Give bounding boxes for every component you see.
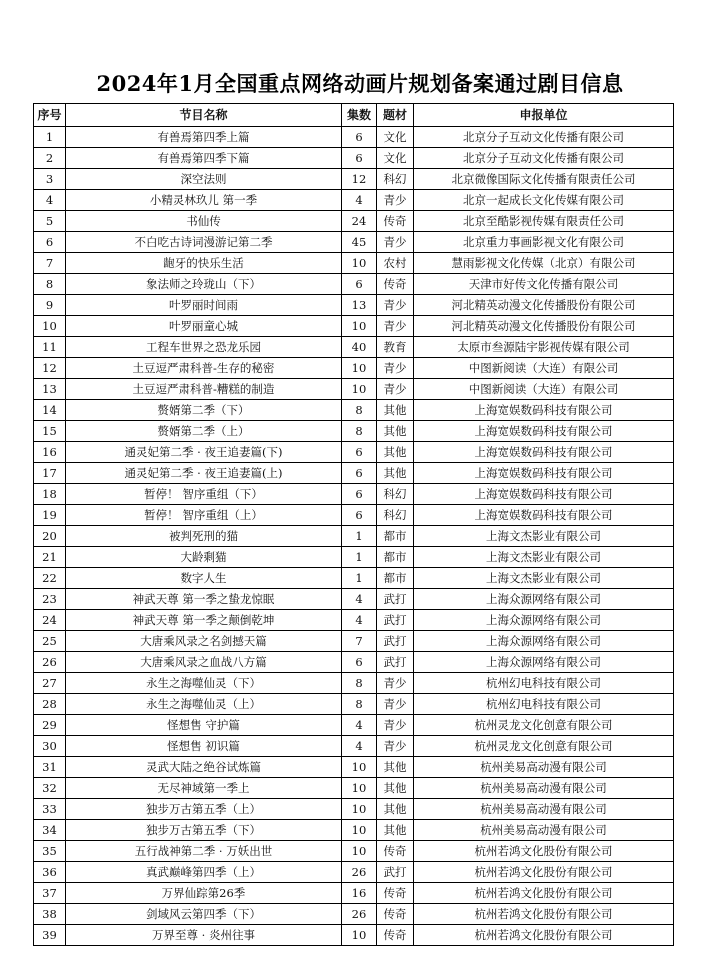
row-index: 25 (34, 631, 66, 652)
episode-count: 1 (342, 547, 377, 568)
program-name: 怪想售 初识篇 (66, 736, 342, 757)
row-index: 5 (34, 211, 66, 232)
episode-count: 26 (342, 862, 377, 883)
applicant: 上海众源网络有限公司 (414, 631, 674, 652)
program-name: 叶罗丽时间雨 (66, 295, 342, 316)
episode-count: 8 (342, 694, 377, 715)
program-name: 神武天尊 第一季之颠倒乾坤 (66, 610, 342, 631)
program-name: 通灵妃第二季 · 夜王追妻篇(上) (66, 463, 342, 484)
program-table (33, 103, 674, 946)
episode-count: 10 (342, 253, 377, 274)
genre: 文化 (377, 148, 414, 169)
applicant: 杭州若鸿文化股份有限公司 (414, 925, 674, 946)
table-row (34, 190, 674, 211)
table-row (34, 421, 674, 442)
episode-count: 8 (342, 673, 377, 694)
table-body (34, 127, 674, 946)
program-name: 永生之海噬仙灵（上） (66, 694, 342, 715)
row-index: 39 (34, 925, 66, 946)
row-index: 18 (34, 484, 66, 505)
program-name: 暂停！ 智序重组（上） (66, 505, 342, 526)
episode-count: 4 (342, 190, 377, 211)
row-index: 21 (34, 547, 66, 568)
episode-count: 10 (342, 820, 377, 841)
table-row (34, 841, 674, 862)
genre: 传奇 (377, 841, 414, 862)
genre: 青少 (377, 379, 414, 400)
episode-count: 10 (342, 841, 377, 862)
table-row (34, 799, 674, 820)
table-row (34, 211, 674, 232)
program-name: 土豆逗严肃科普-生存的秘密 (66, 358, 342, 379)
genre: 其他 (377, 421, 414, 442)
program-name: 赘婿第二季（上） (66, 421, 342, 442)
episode-count: 4 (342, 715, 377, 736)
table-row (34, 736, 674, 757)
program-name: 通灵妃第二季 · 夜王追妻篇(下) (66, 442, 342, 463)
table-row (34, 610, 674, 631)
row-index: 12 (34, 358, 66, 379)
genre: 青少 (377, 736, 414, 757)
row-index: 35 (34, 841, 66, 862)
program-name: 大唐乘风录之血战八方篇 (66, 652, 342, 673)
applicant: 上海宽娱数码科技有限公司 (414, 421, 674, 442)
row-index: 7 (34, 253, 66, 274)
row-index: 2 (34, 148, 66, 169)
applicant: 上海宽娱数码科技有限公司 (414, 505, 674, 526)
program-name: 赘婿第二季（下） (66, 400, 342, 421)
applicant: 上海文杰影业有限公司 (414, 547, 674, 568)
episode-count: 4 (342, 736, 377, 757)
genre: 武打 (377, 610, 414, 631)
applicant: 北京一起成长文化传媒有限公司 (414, 190, 674, 211)
table-row (34, 463, 674, 484)
episode-count: 45 (342, 232, 377, 253)
episode-count: 10 (342, 925, 377, 946)
row-index: 22 (34, 568, 66, 589)
table-header-row (34, 104, 674, 127)
applicant: 上海众源网络有限公司 (414, 652, 674, 673)
genre: 武打 (377, 862, 414, 883)
episode-count: 10 (342, 379, 377, 400)
applicant: 杭州美易高动漫有限公司 (414, 778, 674, 799)
episode-count: 4 (342, 589, 377, 610)
applicant: 杭州美易高动漫有限公司 (414, 820, 674, 841)
table-row (34, 379, 674, 400)
column-header-index: 序号 (34, 104, 66, 127)
table-row (34, 883, 674, 904)
table-row (34, 673, 674, 694)
episode-count: 4 (342, 610, 377, 631)
program-name: 龅牙的快乐生活 (66, 253, 342, 274)
row-index: 6 (34, 232, 66, 253)
table-row (34, 316, 674, 337)
applicant: 上海宽娱数码科技有限公司 (414, 400, 674, 421)
applicant: 杭州若鸿文化股份有限公司 (414, 883, 674, 904)
row-index: 30 (34, 736, 66, 757)
table-row (34, 127, 674, 148)
row-index: 1 (34, 127, 66, 148)
genre: 农村 (377, 253, 414, 274)
genre: 青少 (377, 358, 414, 379)
genre: 传奇 (377, 904, 414, 925)
table-row (34, 148, 674, 169)
applicant: 北京至酷影视传媒有限责任公司 (414, 211, 674, 232)
episode-count: 40 (342, 337, 377, 358)
table-row (34, 715, 674, 736)
genre: 其他 (377, 400, 414, 421)
genre: 传奇 (377, 883, 414, 904)
row-index: 16 (34, 442, 66, 463)
genre: 科幻 (377, 169, 414, 190)
column-header-applicant: 申报单位 (414, 104, 674, 127)
program-name: 有兽焉第四季下篇 (66, 148, 342, 169)
genre: 科幻 (377, 505, 414, 526)
genre: 教育 (377, 337, 414, 358)
program-name: 土豆逗严肃科普-糟糕的制造 (66, 379, 342, 400)
program-name: 深空法则 (66, 169, 342, 190)
row-index: 11 (34, 337, 66, 358)
applicant: 上海宽娱数码科技有限公司 (414, 442, 674, 463)
table-row (34, 337, 674, 358)
program-name: 无尽神域第一季上 (66, 778, 342, 799)
row-index: 3 (34, 169, 66, 190)
episode-count: 10 (342, 778, 377, 799)
program-name: 小精灵林玖儿 第一季 (66, 190, 342, 211)
applicant: 太原市叁源陆宇影视传媒有限公司 (414, 337, 674, 358)
genre: 其他 (377, 442, 414, 463)
table-row (34, 526, 674, 547)
program-name: 数字人生 (66, 568, 342, 589)
table-row (34, 547, 674, 568)
applicant: 杭州灵龙文化创意有限公司 (414, 736, 674, 757)
genre: 都市 (377, 547, 414, 568)
program-name: 大龄剩猫 (66, 547, 342, 568)
genre: 青少 (377, 190, 414, 211)
table-row (34, 925, 674, 946)
program-name: 叶罗丽童心城 (66, 316, 342, 337)
row-index: 10 (34, 316, 66, 337)
applicant: 北京分子互动文化传播有限公司 (414, 148, 674, 169)
program-name: 万界仙踪第26季 (66, 883, 342, 904)
applicant: 杭州幻电科技有限公司 (414, 694, 674, 715)
applicant: 杭州若鸿文化股份有限公司 (414, 841, 674, 862)
episode-count: 8 (342, 421, 377, 442)
applicant: 杭州若鸿文化股份有限公司 (414, 862, 674, 883)
genre: 其他 (377, 799, 414, 820)
table-row (34, 232, 674, 253)
episode-count: 13 (342, 295, 377, 316)
row-index: 19 (34, 505, 66, 526)
applicant: 天津市好传文化传播有限公司 (414, 274, 674, 295)
table-row (34, 757, 674, 778)
episode-count: 6 (342, 652, 377, 673)
program-name: 万界至尊 · 炎州往事 (66, 925, 342, 946)
genre: 传奇 (377, 925, 414, 946)
genre: 其他 (377, 778, 414, 799)
table-row (34, 358, 674, 379)
genre: 青少 (377, 295, 414, 316)
applicant: 北京分子互动文化传播有限公司 (414, 127, 674, 148)
genre: 其他 (377, 757, 414, 778)
program-name: 被判死刑的猫 (66, 526, 342, 547)
episode-count: 10 (342, 316, 377, 337)
table-row (34, 505, 674, 526)
applicant: 北京重力事画影视文化有限公司 (414, 232, 674, 253)
genre: 武打 (377, 589, 414, 610)
applicant: 慧雨影视文化传媒（北京）有限公司 (414, 253, 674, 274)
row-index: 29 (34, 715, 66, 736)
applicant: 中图新阅读（大连）有限公司 (414, 358, 674, 379)
applicant: 杭州美易高动漫有限公司 (414, 799, 674, 820)
program-name: 暂停！ 智序重组（下） (66, 484, 342, 505)
episode-count: 6 (342, 148, 377, 169)
episode-count: 26 (342, 904, 377, 925)
genre: 青少 (377, 232, 414, 253)
table-row (34, 484, 674, 505)
applicant: 上海文杰影业有限公司 (414, 568, 674, 589)
program-name: 怪想售 守护篇 (66, 715, 342, 736)
row-index: 32 (34, 778, 66, 799)
column-header-program-name: 节目名称 (66, 104, 342, 127)
row-index: 23 (34, 589, 66, 610)
row-index: 17 (34, 463, 66, 484)
table-row (34, 253, 674, 274)
episode-count: 12 (342, 169, 377, 190)
program-name: 象法师之玲珑山（下） (66, 274, 342, 295)
applicant: 上海宽娱数码科技有限公司 (414, 484, 674, 505)
episode-count: 6 (342, 463, 377, 484)
row-index: 38 (34, 904, 66, 925)
table-row (34, 862, 674, 883)
program-name: 灵武大陆之绝谷试炼篇 (66, 757, 342, 778)
episode-count: 16 (342, 883, 377, 904)
page-title: 2024年1月全国重点网络动画片规划备案通过剧目信息 (96, 71, 624, 96)
row-index: 37 (34, 883, 66, 904)
table-row (34, 589, 674, 610)
program-name: 剑域风云第四季（下） (66, 904, 342, 925)
applicant: 河北精英动漫文化传播股份有限公司 (414, 295, 674, 316)
table-row (34, 169, 674, 190)
genre: 青少 (377, 316, 414, 337)
row-index: 15 (34, 421, 66, 442)
row-index: 27 (34, 673, 66, 694)
episode-count: 6 (342, 274, 377, 295)
program-name: 永生之海噬仙灵（下） (66, 673, 342, 694)
episode-count: 8 (342, 400, 377, 421)
program-name: 有兽焉第四季上篇 (66, 127, 342, 148)
program-name: 独步万古第五季（下） (66, 820, 342, 841)
genre: 传奇 (377, 274, 414, 295)
table-row (34, 442, 674, 463)
table-row (34, 820, 674, 841)
applicant: 杭州幻电科技有限公司 (414, 673, 674, 694)
row-index: 36 (34, 862, 66, 883)
applicant: 杭州若鸿文化股份有限公司 (414, 904, 674, 925)
applicant: 河北精英动漫文化传播股份有限公司 (414, 316, 674, 337)
program-name: 真武巅峰第四季（上） (66, 862, 342, 883)
row-index: 8 (34, 274, 66, 295)
program-name: 五行战神第二季 · 万妖出世 (66, 841, 342, 862)
episode-count: 6 (342, 442, 377, 463)
episode-count: 24 (342, 211, 377, 232)
genre: 武打 (377, 652, 414, 673)
genre: 青少 (377, 673, 414, 694)
table-row (34, 652, 674, 673)
row-index: 34 (34, 820, 66, 841)
genre: 其他 (377, 463, 414, 484)
program-name: 书仙传 (66, 211, 342, 232)
table-row (34, 631, 674, 652)
program-name: 神武天尊 第一季之蛰龙惊眠 (66, 589, 342, 610)
row-index: 28 (34, 694, 66, 715)
episode-count: 6 (342, 127, 377, 148)
applicant: 杭州灵龙文化创意有限公司 (414, 715, 674, 736)
row-index: 9 (34, 295, 66, 316)
genre: 武打 (377, 631, 414, 652)
program-name: 工程车世界之恐龙乐园 (66, 337, 342, 358)
episode-count: 1 (342, 568, 377, 589)
genre: 青少 (377, 715, 414, 736)
row-index: 33 (34, 799, 66, 820)
episode-count: 7 (342, 631, 377, 652)
applicant: 上海众源网络有限公司 (414, 589, 674, 610)
program-name: 大唐乘风录之名剑撼天篇 (66, 631, 342, 652)
row-index: 26 (34, 652, 66, 673)
program-name: 独步万古第五季（上） (66, 799, 342, 820)
table-row (34, 904, 674, 925)
episode-count: 10 (342, 799, 377, 820)
applicant: 上海宽娱数码科技有限公司 (414, 463, 674, 484)
genre: 文化 (377, 127, 414, 148)
row-index: 14 (34, 400, 66, 421)
column-header-genre: 题材 (377, 104, 414, 127)
program-name: 不白吃古诗词漫游记第二季 (66, 232, 342, 253)
table-row (34, 295, 674, 316)
episode-count: 6 (342, 484, 377, 505)
table-row (34, 694, 674, 715)
table-row (34, 778, 674, 799)
applicant: 北京微像国际文化传播有限责任公司 (414, 169, 674, 190)
applicant: 杭州美易高动漫有限公司 (414, 757, 674, 778)
row-index: 4 (34, 190, 66, 211)
applicant: 上海文杰影业有限公司 (414, 526, 674, 547)
genre: 其他 (377, 820, 414, 841)
episode-count: 1 (342, 526, 377, 547)
episode-count: 6 (342, 505, 377, 526)
row-index: 13 (34, 379, 66, 400)
genre: 都市 (377, 568, 414, 589)
applicant: 上海众源网络有限公司 (414, 610, 674, 631)
table-row (34, 400, 674, 421)
row-index: 31 (34, 757, 66, 778)
genre: 科幻 (377, 484, 414, 505)
table-row (34, 274, 674, 295)
applicant: 中图新阅读（大连）有限公司 (414, 379, 674, 400)
row-index: 24 (34, 610, 66, 631)
column-header-episodes: 集数 (342, 104, 377, 127)
table-row (34, 568, 674, 589)
genre: 青少 (377, 694, 414, 715)
genre: 都市 (377, 526, 414, 547)
genre: 传奇 (377, 211, 414, 232)
row-index: 20 (34, 526, 66, 547)
episode-count: 10 (342, 358, 377, 379)
episode-count: 10 (342, 757, 377, 778)
